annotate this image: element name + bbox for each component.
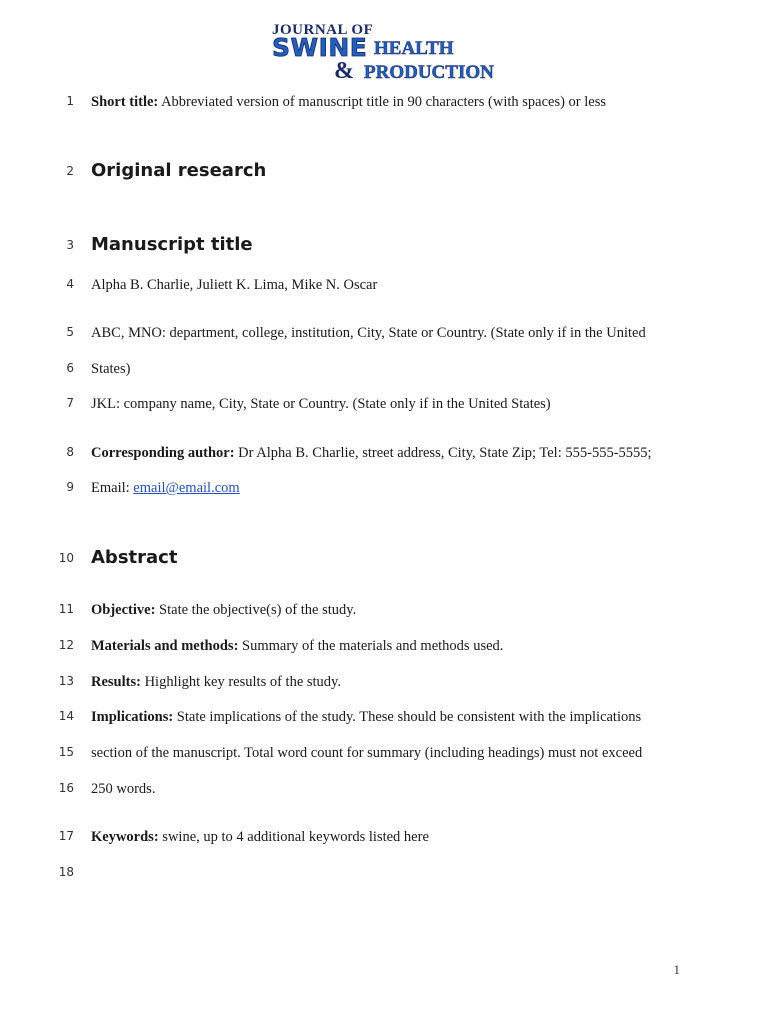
methods-label: Materials and methods: <box>91 638 239 654</box>
line-number: 5 <box>66 325 74 339</box>
svg-text:&: & <box>334 58 354 84</box>
line-number: 15 <box>58 745 74 759</box>
objective-text: State the objective(s) of the study. <box>155 602 357 618</box>
keywords-label: Keywords: <box>91 829 159 845</box>
affiliation-line: ABC, MNO: department, college, institution, City, State or Country. (State only if in the United <box>91 325 646 341</box>
implications-continued: section of the manuscript. Total word count for summary (including headings) must not exceed <box>91 745 643 761</box>
manuscript-line <box>0 547 770 567</box>
manuscript-line <box>0 865 770 885</box>
line-number: 3 <box>66 238 74 252</box>
manuscript-line <box>0 234 770 254</box>
methods-text: Summary of the materials and methods used. <box>238 638 504 654</box>
corresponding-author-label: Corresponding author: <box>91 445 235 461</box>
page-number: 1 <box>673 962 680 977</box>
manuscript-line <box>0 480 770 500</box>
objective-line <box>91 602 730 619</box>
svg-text:PRODUCTION: PRODUCTION <box>364 62 494 83</box>
short-title-line <box>91 94 730 111</box>
line-number: 10 <box>58 551 74 565</box>
line-number: 18 <box>58 865 74 879</box>
line-number: 7 <box>66 396 74 410</box>
svg-text:JOURNAL OF: JOURNAL OF <box>272 22 374 38</box>
keywords-text: swine, up to 4 additional keywords listed here <box>158 829 429 845</box>
implications-text: State implications of the study. These should be consistent with the implications <box>173 709 642 725</box>
line-number: 16 <box>58 781 74 795</box>
manuscript-line <box>0 396 770 416</box>
affiliation-line: JKL: company name, City, State or Country. (State only if in the United States) <box>91 396 551 412</box>
corresponding-author-line <box>91 445 730 462</box>
manuscript-line <box>0 709 770 729</box>
authors-line: Alpha B. Charlie, Juliett K. Lima, Mike N. Oscar <box>91 277 378 293</box>
implications-label: Implications: <box>91 709 174 725</box>
line-number: 13 <box>58 674 74 688</box>
manuscript-line <box>0 277 770 297</box>
methods-line <box>91 638 730 655</box>
results-label: Results: <box>91 674 141 690</box>
line-number: 4 <box>66 277 74 291</box>
objective-label: Objective: <box>91 602 156 618</box>
line-number: 12 <box>58 638 74 652</box>
manuscript-line <box>0 781 770 801</box>
line-number: 11 <box>58 602 74 616</box>
manuscript-line <box>0 745 770 765</box>
manuscript-line <box>0 445 770 465</box>
manuscript-line <box>0 602 770 622</box>
manuscript-line <box>0 361 770 381</box>
manuscript-line <box>0 94 770 114</box>
manuscript-line <box>0 638 770 658</box>
email-line <box>91 480 730 497</box>
email-label: Email: <box>91 480 134 496</box>
svg-text:HEALTH: HEALTH <box>374 38 454 59</box>
abstract-heading: Abstract <box>91 547 178 568</box>
results-line <box>91 674 730 691</box>
keywords-line <box>91 829 730 846</box>
article-type-heading: Original research <box>91 160 267 181</box>
line-number: 9 <box>66 480 74 494</box>
line-number: 6 <box>66 361 74 375</box>
line-number: 14 <box>58 709 74 723</box>
line-number: 17 <box>58 829 74 843</box>
results-text: Highlight key results of the study. <box>140 674 341 690</box>
line-number: 8 <box>66 445 74 459</box>
svg-text:SWINE: SWINE <box>272 33 368 62</box>
short-title-text: Abbreviated version of manuscript title in 90 characters (with spaces) or less <box>158 94 607 110</box>
manuscript-line <box>0 325 770 345</box>
manuscript-line <box>0 829 770 849</box>
journal-logo <box>268 18 508 84</box>
implications-continued: 250 words. <box>91 781 156 797</box>
affiliation-line: States) <box>91 361 131 377</box>
corresponding-author-text: Dr Alpha B. Charlie, street address, City, State Zip; Tel: 555-555-5555; <box>234 445 652 461</box>
manuscript-line <box>0 674 770 694</box>
line-number: 2 <box>66 164 74 178</box>
email-link[interactable]: email@email.com <box>133 480 240 496</box>
manuscript-title-heading: Manuscript title <box>91 234 253 255</box>
short-title-label: Short title: <box>91 94 159 110</box>
manuscript-line <box>0 160 770 180</box>
implications-line <box>91 709 730 726</box>
line-number: 1 <box>66 94 74 108</box>
